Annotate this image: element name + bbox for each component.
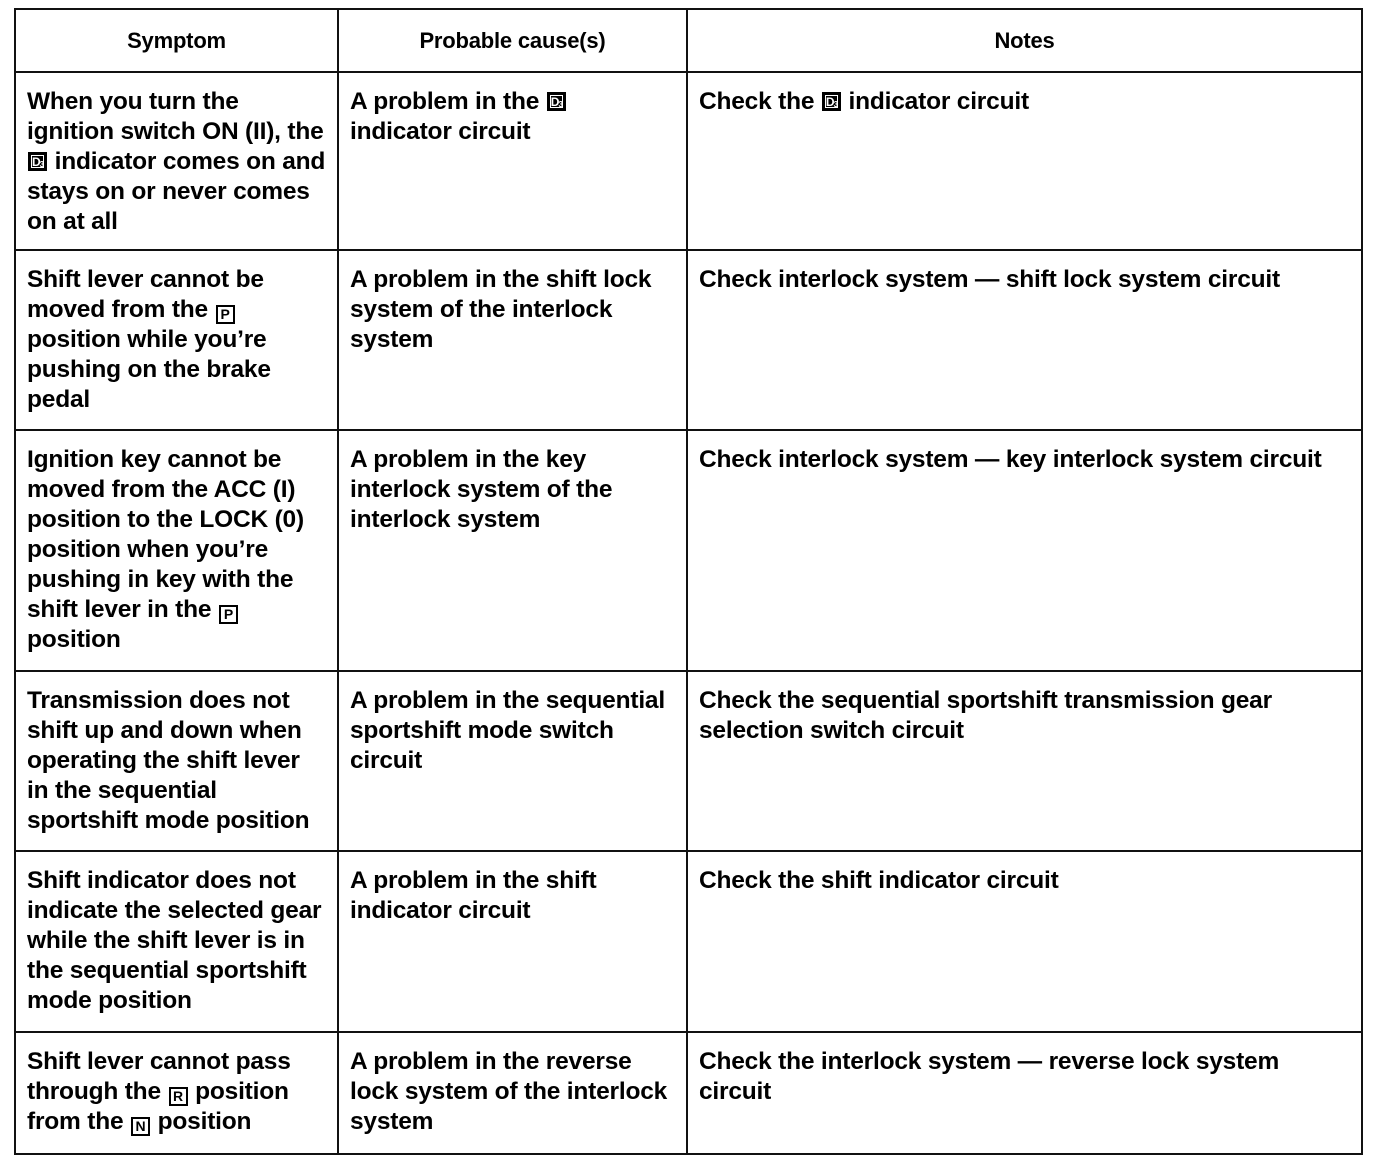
header-notes: Notes — [687, 9, 1362, 72]
cause-cell: A problem in the shift lock system of the interlock system — [338, 250, 687, 430]
d3-position-icon: $D_3$ — [822, 92, 841, 111]
cause-text: A problem in the — [350, 88, 540, 115]
symptom-cell: Transmission does not shift up and down when operating the shift lever in the sequential sportshift mode position — [15, 671, 338, 851]
table-row — [15, 430, 1362, 671]
d3-position-icon: $D_3$ — [28, 152, 47, 171]
table-row — [15, 72, 1362, 250]
symptom-text: position — [27, 626, 121, 653]
symptom-cell — [15, 250, 338, 430]
notes-cell: Check interlock system — key interlock system circuit — [687, 430, 1362, 671]
p-position-icon: P — [216, 305, 235, 324]
r-position-icon: R — [169, 1087, 188, 1106]
notes-text: indicator circuit — [848, 88, 1029, 115]
notes-cell: Check interlock system — shift lock system circuit — [687, 250, 1362, 430]
symptom-text: Shift lever cannot pass through the — [27, 1048, 291, 1105]
symptom-text: Shift lever cannot be moved from the — [27, 266, 264, 323]
header-probable-cause: Probable cause(s) — [338, 9, 687, 72]
symptom-text: When you turn the ignition switch ON (II), the — [27, 88, 324, 145]
n-position-icon: N — [131, 1117, 150, 1136]
notes-cell: Check the shift indicator circuit — [687, 851, 1362, 1032]
table-row — [15, 250, 1362, 430]
table-header-row — [15, 9, 1362, 72]
troubleshooting-page — [14, 8, 1363, 1155]
notes-text: Check the — [699, 88, 815, 115]
symptom-text: indicator comes on and stays on or never comes on at all — [27, 148, 326, 235]
symptom-cell: Shift indicator does not indicate the selected gear while the shift lever is in the sequential sportshift mode position — [15, 851, 338, 1032]
symptom-text: Ignition key cannot be moved from the ACC (I) position to the LOCK (0) position when you’re pushing in key with the shift lever in the — [27, 446, 304, 623]
table-row — [15, 671, 1362, 851]
notes-cell — [687, 72, 1362, 250]
cause-cell — [338, 72, 687, 250]
notes-cell: Check the sequential sportshift transmission gear selection switch circuit — [687, 671, 1362, 851]
cause-cell: A problem in the sequential sportshift mode switch circuit — [338, 671, 687, 851]
symptom-cell — [15, 1032, 338, 1154]
symptom-cell — [15, 72, 338, 250]
symptom-cell — [15, 430, 338, 671]
cause-cell: A problem in the key interlock system of the interlock system — [338, 430, 687, 671]
cause-cell: A problem in the reverse lock system of the interlock system — [338, 1032, 687, 1154]
table-row — [15, 851, 1362, 1032]
p-position-icon: P — [219, 605, 238, 624]
table-row — [15, 1032, 1362, 1154]
symptom-text: position from the — [27, 1078, 289, 1135]
symptom-text: position while you’re pushing on the brake pedal — [27, 326, 271, 413]
d3-position-icon: $D_3$ — [547, 92, 566, 111]
header-symptom: Symptom — [15, 9, 338, 72]
symptom-text: position — [157, 1108, 252, 1135]
notes-cell: Check the interlock system — reverse lock system circuit — [687, 1032, 1362, 1154]
cause-text: indicator circuit — [350, 118, 531, 145]
troubleshooting-table — [14, 8, 1363, 1155]
cause-cell: A problem in the shift indicator circuit — [338, 851, 687, 1032]
